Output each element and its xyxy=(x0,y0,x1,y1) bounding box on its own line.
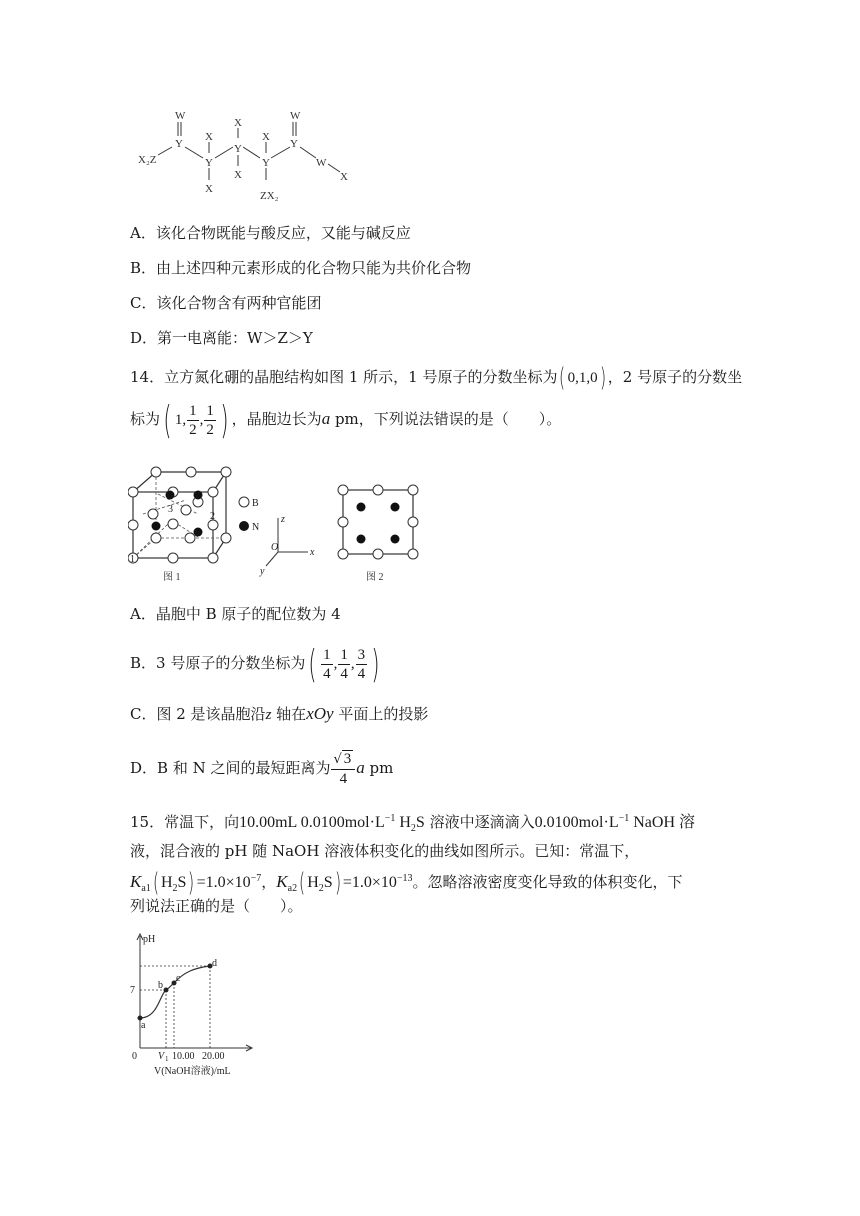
chart-xlabel: V(NaOH溶液)/mL xyxy=(154,1066,231,1077)
fig2-caption: 图 2 xyxy=(366,572,384,583)
q15-stem-line4: 列说法正确的是（ ）。 xyxy=(130,897,303,915)
q13-x2z: X₂Z xyxy=(138,154,157,166)
q15-stem-line3: $K_{a1}$( $H_2S) =1.0\times 10^{-7}$，$K_{a2}$( $H_2S) =1.0\times 10^{-13}$。忽略溶液密度变化导致的体积变化，下 xyxy=(130,868,683,898)
q13-y3: Y xyxy=(234,143,242,155)
point-b xyxy=(164,988,169,993)
q13-zx2: ZX₂ xyxy=(260,190,279,202)
chart-ylabel: pH xyxy=(143,934,156,945)
label-b: b xyxy=(158,980,163,991)
q14-optc-text-c: 平面上的投影 xyxy=(333,705,429,723)
q14-text-d: ，晶胞边长为 xyxy=(231,410,322,428)
q15-text-b: 溶液中逐滴滴入 xyxy=(424,813,535,831)
q14-coord1: 0,1,0 xyxy=(567,370,598,386)
legend-b: B xyxy=(252,498,259,509)
atom-1-label: 1 xyxy=(130,554,135,565)
q14-optd-text: D．B 和 N 之间的最短距离为 xyxy=(130,759,331,777)
q14-text-e: pm，下列说法错误的是（ ）。 xyxy=(330,410,562,428)
q13-option-a: A．该化合物既能与酸反应，又能与碱反应 xyxy=(130,224,411,242)
legend-n: N xyxy=(252,522,260,533)
q13-y2: Y xyxy=(205,157,213,169)
titration-curve xyxy=(140,966,210,1018)
q14-optb-frac1: $\frac{1}{4}$ xyxy=(323,646,331,682)
atom-3-label: 3 xyxy=(168,504,173,515)
q14-option-d xyxy=(130,745,393,791)
label-a: a xyxy=(141,1020,146,1031)
q13-x-end: X xyxy=(340,171,348,183)
axis-y: y xyxy=(260,566,265,577)
q15-volume: 10.00mL 0.0100mol·L xyxy=(239,814,385,831)
axis-x: x xyxy=(310,547,315,558)
q13-y-right: Y xyxy=(290,138,298,150)
q14-optb-text: B．3 号原子的分数坐标为 xyxy=(130,654,306,672)
axis-o: O xyxy=(271,542,279,553)
chart-tick-0: 0 xyxy=(132,1051,137,1062)
q13-x-top2: X xyxy=(205,131,213,143)
q14-stem-line1: 14．立方氮化硼的晶胞结构如图 1 所示，1 号原子的分数坐标为( 0,1,0) ，2 号原子的分数坐 xyxy=(130,363,743,393)
fig1-caption: 图 1 xyxy=(163,572,181,583)
q13-structure-figure xyxy=(128,100,368,205)
chart-tick-20: 20.00 xyxy=(202,1051,225,1062)
q15-stem-line1: 15．常温下，向10.00mL $0.0100mol\cdot L^{-1}$ $H_2S$ 溶液中逐滴滴入$0.0100mol\cdot L^{-1}$ NaOH 溶 xyxy=(130,813,696,834)
q14-optd-frac: $\frac{√ 3}{4}$ xyxy=(331,750,355,788)
q14-optc-text-a: C．图 2 是该晶胞沿 xyxy=(130,705,266,723)
q14-optd-a: a xyxy=(356,758,365,777)
q15-conc: 0.0100mol·L xyxy=(534,814,619,831)
q13-w-right: W xyxy=(290,110,301,122)
q15-naoh: NaOH 溶 xyxy=(629,814,696,831)
q14-optb-frac3: $\frac{3}{4}$ xyxy=(357,646,366,682)
q15-titration-chart xyxy=(128,930,268,1080)
label-d: d xyxy=(212,958,217,969)
q14-coord2-1: 1, xyxy=(174,412,187,428)
q13-x-bot2: X xyxy=(205,183,213,195)
q14-option-a: A．晶胞中 B 原子的配位数为 4 xyxy=(130,605,341,623)
q13-option-c: C．该化合物含有两种官能团 xyxy=(130,294,322,312)
q14-optd-pm: pm xyxy=(364,759,394,777)
q14-a: a xyxy=(321,409,331,428)
q14-optc-text-b: 轴在 xyxy=(271,705,307,723)
axis-z: z xyxy=(281,514,285,525)
q13-option-b: B．由上述四种元素形成的化合物只能为共价化合物 xyxy=(130,259,472,277)
q15-text-tail: 。忽略溶液密度变化导致的体积变化，下 xyxy=(412,873,683,891)
q14-optc-z: z xyxy=(265,707,272,723)
label-c: c xyxy=(176,973,181,984)
q14-option-b: B．3 号原子的分数坐标为( $\frac{1}{4}$ , $\frac{1}{4}$ , $\frac{3}{4}$ ) xyxy=(130,642,380,686)
q13-x-top3: X xyxy=(234,117,242,129)
chart-tick-7: 7 xyxy=(130,985,135,996)
q15-text-a: 15．常温下，向 xyxy=(130,813,240,831)
q14-text-b: ，2 号原子的分数坐 xyxy=(607,368,743,386)
q13-y-left: Y xyxy=(175,138,183,150)
q15-stem-line2: 液，混合液的 pH 随 NaOH 溶液体积变化的曲线如图所示。已知：常温下， xyxy=(130,842,640,860)
q14-optb-frac2: $\frac{1}{4}$ xyxy=(340,646,348,682)
q14-frac-half-1: $\frac{1}{2}$ xyxy=(189,402,197,438)
chart-tick-v1: V xyxy=(158,1051,165,1062)
atom-2-label: 2 xyxy=(210,511,215,522)
q14-crystal-figure xyxy=(128,462,428,587)
q13-x-top4: X xyxy=(262,131,270,143)
q13-option-d: D．第一电离能：W＞Z＞Y xyxy=(130,329,313,347)
chart-tick-v1-sub: 1 xyxy=(165,1055,169,1063)
q14-optc-xoy: xOy xyxy=(306,704,334,723)
q13-x-bot3: X xyxy=(234,169,242,181)
q13-y4: Y xyxy=(262,157,270,169)
q13-w-left: W xyxy=(175,110,186,122)
q14-text: 14．立方氮化硼的晶胞结构如图 1 所示，1 号原子的分数坐标为 xyxy=(130,368,558,386)
q14-frac-half-2: $\frac{1}{2}$ xyxy=(206,402,214,438)
q14-text-c: 标为 xyxy=(130,410,161,428)
q13-w-ring: W xyxy=(316,157,327,169)
q14-stem-line2: 标为( 1, $\frac{1}{2}$ , $\frac{1}{2}$ ) ，晶胞边长为a pm，下列说法错误的是（ ）。 xyxy=(130,398,562,442)
chart-tick-10: 10.00 xyxy=(172,1051,195,1062)
q14-option-c xyxy=(130,703,428,726)
